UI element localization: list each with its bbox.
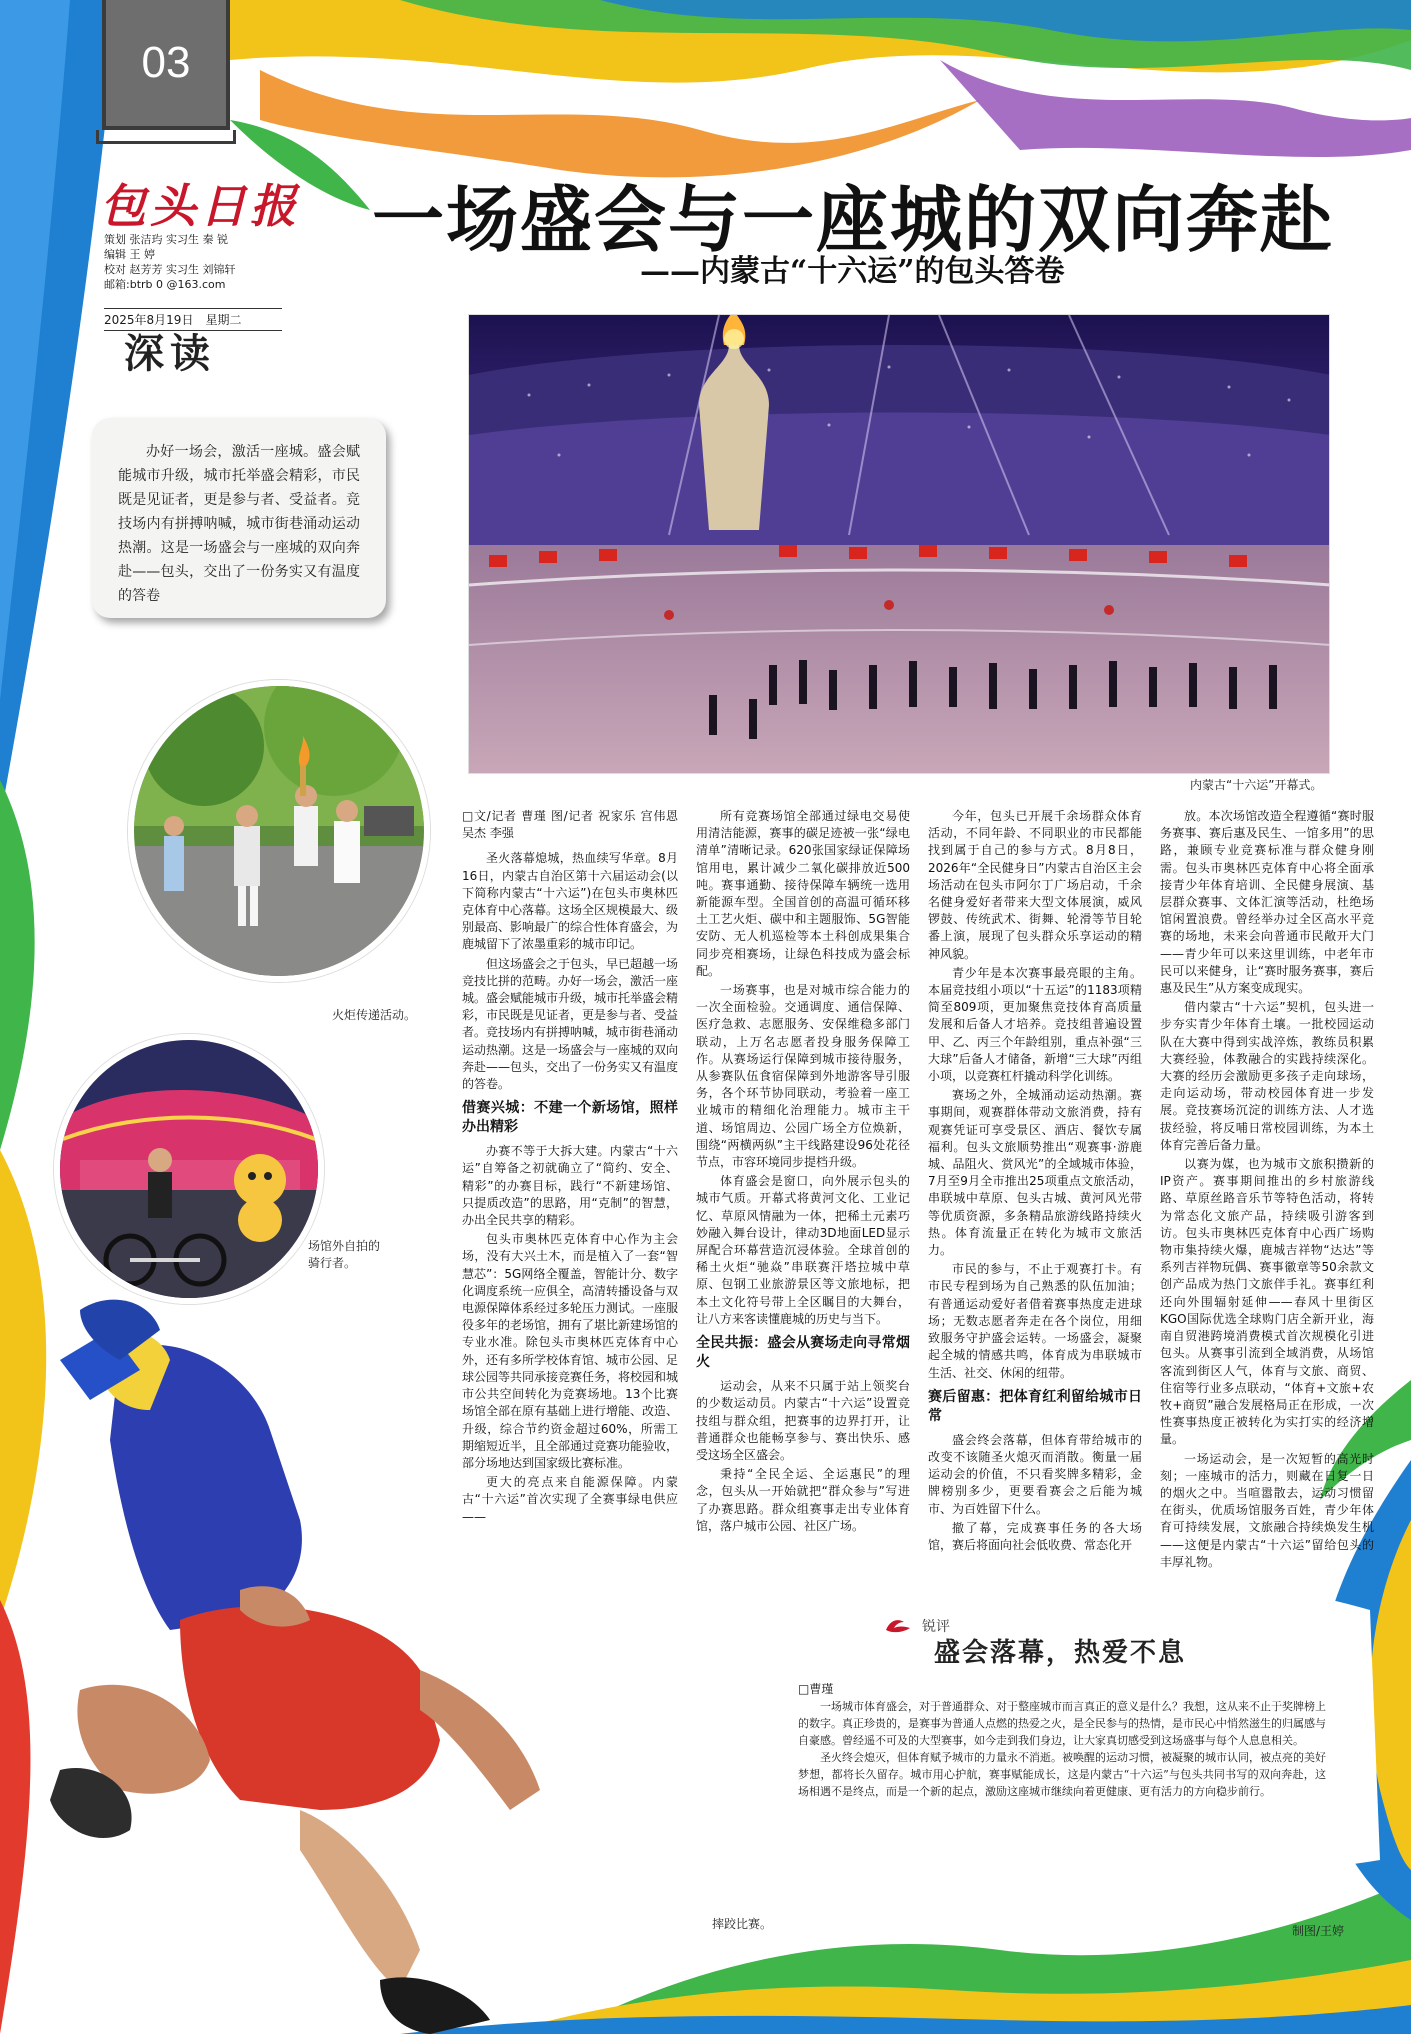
article-paragraph: 办赛不等于大拆大建。内蒙古“十六运”自筹备之初就确立了“简约、安全、精彩”的办赛目标，践行“不新建场馆、只提质改造”的思路，用“克制”的智慧，办出全民共享的精彩。 [462, 1144, 678, 1228]
article-paragraph: 体育盛会是窗口，向外展示包头的城市气质。开幕式将黄河文化、工业记忆、草原风情融为一体，把稀土元素巧妙融入舞台设计，律动3D地面LED显示屏配合环幕营造沉浸体验。全球首创的稀土火炬“驰焱”串联赛汗塔拉城中草原、包钢工业旅游景区等文旅地标，把本土文化符号带上全区瞩目的大舞台，让八方来客读懂鹿城的历史与当下。 [696, 1174, 910, 1326]
page-number-ornament [96, 130, 236, 144]
staff-line: 邮箱:btrb 0 @163.com [104, 278, 226, 291]
staff-line: 编辑 王 婷 [104, 248, 155, 261]
article-paragraph: 赛场之外，全城涌动运动热潮。赛事期间，观赛群体带动文旅消费，持有观赛凭证可享受景区、酒店、餐饮专属福利。包头文旅顺势推出“观赛事·游鹿城、品阻火、赏风光”的全域城市体验，7月至9月全市推出25项重点文旅活动，串联城中草原、包头古城、黄河风光带等优质资源，多条精品旅游线路持续火热。体育流量正在转化为城市文旅活力。 [928, 1088, 1142, 1258]
venue-cyclist-image [60, 1040, 318, 1298]
staff-list [104, 232, 280, 292]
section-heading: 赛后留惠：把体育红利留给城市日常 [928, 1388, 1142, 1424]
page-number-box [102, 0, 230, 130]
article-paragraph: 一场运动会，是一次短暂的高光时刻；一座城市的活力，则藏在日复一日的烟火之中。当喧嚣散去，运动习惯留在街头，优质场馆服务百姓，青少年体育可持续发展，文旅融合持续焕发生机——这便是内蒙古“十六运”留给包头的丰厚礼物。 [1160, 1451, 1374, 1569]
article-paragraph: 秉持“全民全运、全运惠民”的理念，包头从一开始就把“群众参与”写进了办赛思路。群众组赛事走出专业体育馆，落户城市公园、社区广场。 [696, 1467, 910, 1533]
page-title: 一场盛会与一座城的双向奔赴 [372, 177, 1335, 262]
torch-relay-photo [128, 680, 430, 982]
staff-line: 策划 张洁玙 实习生 秦 锐 [104, 233, 228, 246]
commentary-paragraph: 一场城市体育盛会，对于普通群众、对于整座城市而言真正的意义是什么？我想，这从来不止于奖牌榜上的数字。真正珍贵的，是赛事为普通人点燃的热爱之火，是全民参与的热情，是市民心中悄然滋生的归属感与自豪感。曾经遥不可及的大型赛事，如今走到我们身边，让大家真切感受到这场盛事与每个人息息相关。 [798, 1700, 1326, 1747]
article-paragraph: 以赛为媒，也为城市文旅积攒新的IP资产。赛事期间推出的乡村旅游线路、草原丝路音乐节等特色活动，将转为常态化文旅产品，持续吸引游客到访。包头市奥林匹克体育中心西广场购物市集持续火爆，鹿城吉祥物“达达”等系列吉祥物玩偶、赛事徽章等50余款文创产品成为热门文旅伴手礼。赛事红利还向外围辐射延伸——春风十里街区KGO国际优选全球购门店全新开业，海南自贸港跨境消费模式首次规模化引进包头。从赛事引流到全域消费，从场馆客流到街区人气，体育与文旅、商贸、住宿等行业多点联动，“体育+文旅+农牧+商贸”融合发展格局正在形成，一次性赛事热度正被转化为实打实的经济增量。 [1160, 1157, 1374, 1447]
opening-ceremony-image [469, 315, 1330, 774]
torch-caption: 火炬传递活动。 [332, 1008, 417, 1022]
commentary-tag-label: 锐评 [922, 1619, 950, 1635]
article-paragraph: 包头市奥林匹克体育中心作为主会场，没有大兴土木，而是植入了一套“智慧芯”：5G网络全覆盖，智能计分、数字化调度系统一应俱全，高清转播设备与双电源保障体系经过多轮压力测试。一座服役多年的老场馆，拥有了堪比新建场馆的专业水准。除包头市奥林匹克体育中心外，还有多所学校体育馆、城市公园、足球公园等共同承接竞赛任务，将校园和城市公共空间转化为竞赛场地。13个比赛场馆全部在原有基础上进行增能、改造、升级，综合节约资金超过60%，所需工期缩短近半，且全部通过竞赛功能验收，部分场地达到国家级比赛标准。 [462, 1232, 678, 1470]
opening-ceremony-photo [468, 314, 1330, 774]
article-paragraph: 所有竞赛场馆全部通过绿电交易使用清洁能源，赛事的碳足迹被一张“绿电清单”清晰记录。620张国家绿证保障场馆用电，累计减少二氧化碳排放近500吨。赛事通勤、接待保障车辆统一选用新能源车型。全国首创的高温可循环移土工艺火炬、碳中和主题服饰、5G智能安防、无人机巡检等本土科创成果集合同步亮相赛场，让绿色科技成为盛会标配。 [696, 809, 910, 978]
venue-caption: 场馆外自拍的骑行者。 [308, 1239, 381, 1270]
article-paragraph: 青少年是本次赛事最亮眼的主角。本届竞技组小项以“十五运”的1183项精简至809项，更加聚焦竞技体育高质量发展和后备人才培养。竞技组普遍设置甲、乙、丙三个年龄组别，重点补强“三大球”后备人才储备，新增“三大球”丙组小项，以竞赛杠杆撬动科学化训练。 [928, 965, 1142, 1084]
article-paragraph: 运动会，从来不只属于站上领奖台的少数运动员。内蒙古“十六运”设置竞技组与群众组，把赛事的边界打开，让普通群众也能畅享参与、赛出快乐、感受这场全区盛会。 [696, 1379, 910, 1462]
article-paragraph: 一场赛事，也是对城市综合能力的一次全面检验。交通调度、通信保障、医疗急救、志愿服务、安保维稳多部门联动，上万名志愿者投身服务保障工作。从赛场运行保障到城市接待服务，从参赛队伍食宿保障到外地游客导引服务，各个环节协同联动，考验着一座工业城市的精细化治理能力。城市主干道、场馆周边、公园广场全方位焕新，围绕“两横两纵”主干线路建设96处花径节点，市容环境同步提档升级。 [696, 983, 910, 1170]
issue-date: 2025年8月19日 星期二 [104, 308, 282, 331]
commentary-logo-icon [884, 1616, 914, 1636]
article-column-4 [1160, 808, 1374, 1788]
commentary-title: 盛会落幕，热爱不息 [934, 1638, 1187, 1668]
article-column-1 [462, 808, 678, 1788]
article-paragraph: 圣火落幕熄城，热血续写华章。8月16日，内蒙古自治区第十六届运动会(以下简称内蒙古“十六运”)在包头市奥林匹克体育中心落幕。这场全区规模最大、级别最高、影响最广的综合性体育盛会，为鹿城留下了浓墨重彩的城市印记。 [462, 851, 678, 952]
article-byline: □文/记者 曹瑾 图/记者 祝家乐 宫伟恩 吴杰 李强 [462, 809, 678, 841]
commentary-body [798, 1698, 1326, 1800]
hero-caption: 内蒙古“十六运”开幕式。 [1190, 778, 1323, 792]
lead-summary: 办好一场会，激活一座城。盛会赋能城市升级，城市托举盛会精彩，市民既是见证者，更是参与者、受益者。竞技场内有拼搏呐喊，城市街巷涌动运动热潮。这是一场盛会与一座城的双向奔赴——包头，交出了一份务实又有温度的答卷 [92, 418, 386, 618]
venue-cyclist-photo [54, 1034, 324, 1304]
article-paragraph: 今年，包头已开展千余场群众体育活动，不同年龄、不同职业的市民都能找到属于自己的参与方式。8月8日，2026年“全民健身日”内蒙古自治区主会场活动在包头市阿尔丁广场启动，千余名健身爱好者带来大型文体展演，威风锣鼓、传统武术、街舞、轮滑等节目轮番上演，展现了包头群众乐享运动的精神风貌。 [928, 809, 1142, 961]
article-paragraph: 撤了幕，完成赛事任务的各大场馆，赛后将面向社会低收费、常态化开 [928, 1520, 1142, 1552]
section-label: 深读 [124, 330, 216, 377]
article-paragraph: 更大的亮点来自能源保障。内蒙古“十六运”首次实现了全赛事绿电供应—— [462, 1475, 678, 1524]
torch-relay-image [134, 686, 424, 976]
page-subtitle: ——内蒙古“十六运”的包头答卷 [640, 254, 1065, 289]
graphic-credit: 制图/王婷 [1292, 1924, 1345, 1938]
commentary-paragraph: 圣火终会熄灭，但体育赋予城市的力量永不消逝。被唤醒的运动习惯，被凝聚的城市认同，被点亮的美好梦想，都将长久留存。城市用心护航，赛事赋能成长，这是内蒙古“十六运”与包头共同书写的双向奔赴，这场相遇不是终点，而是一个新的起点，激励这座城市继续向着更健康、更有活力的方向稳步前行。 [798, 1751, 1326, 1798]
article-paragraph: 放。本次场馆改造全程遵循“赛时服务赛事、赛后惠及民生、一馆多用”的思路，兼顾专业竞赛标准与群众健身刚需。包头市奥林匹克体育中心将全面承接青少年体育培训、全民健身展演、基层群众赛事、文体汇演等活动，杜绝场馆闲置浪费。曾经举办过全区高水平竞赛的场地，未来会向普通市民敞开大门——青少年可以来这里训练，中老年市民可以来健身，让“赛时服务赛事，赛后惠及民生”从方案变成现实。 [1160, 809, 1374, 996]
section-heading: 借赛兴城：不建一个新场馆，照样办出精彩 [462, 1100, 678, 1136]
staff-line: 校对 赵芳芳 实习生 刘锦轩 [104, 263, 236, 276]
commentary-author: □曹瑾 [798, 1682, 834, 1696]
wrestling-caption: 摔跤比赛。 [712, 1917, 773, 1931]
article-paragraph: 但这场盛会之于包头，早已超越一场竞技比拼的范畴。办好一场会，激活一座城。盛会赋能城市升级，城市托举盛会精彩，市民既是见证者，更是参与者、受益者。竞技场内有拼搏呐喊，城市街巷涌动运动热潮。这是一场盛会与一座城的双向奔赴——包头，交出了一份务实又有温度的答卷。 [462, 956, 678, 1092]
section-heading: 全民共振：盛会从赛场走向寻常烟火 [696, 1335, 910, 1371]
page-number: 03 [141, 38, 191, 87]
article-paragraph: 市民的参与，不止于观赛打卡。有市民专程到场为自己熟悉的队伍加油；有普通运动爱好者借着赛事热度走进球场；无数志愿者奔走在各个岗位，用细致服务守护盛会运转。一场盛会，凝聚起全城的情感共鸣，体育成为串联城市生活、社交、休闲的纽带。 [928, 1262, 1142, 1380]
article-column-2 [696, 808, 910, 1788]
masthead: 包头日报 [100, 179, 300, 233]
article-paragraph: 借内蒙古“十六运”契机，包头进一步夯实青少年体育土壤。一批校园运动队在大赛中得到实战淬炼，教练员积累大赛经验，体教融合的实践持续深化。大赛的经历会激励更多孩子走向球场，走向运动场，带动校园体育进一步发展。竞技赛场沉淀的训练方法、人才选拔经验，将反哺日常校园训练，为本土体育完善后备力量。 [1160, 1000, 1374, 1152]
article-paragraph: 盛会终会落幕，但体育带给城市的改变不该随圣火熄灭而消散。衡量一届运动会的价值，不只看奖牌多精彩，金牌榜别多少，更要看赛会之后能为城市、为百姓留下什么。 [928, 1432, 1142, 1516]
